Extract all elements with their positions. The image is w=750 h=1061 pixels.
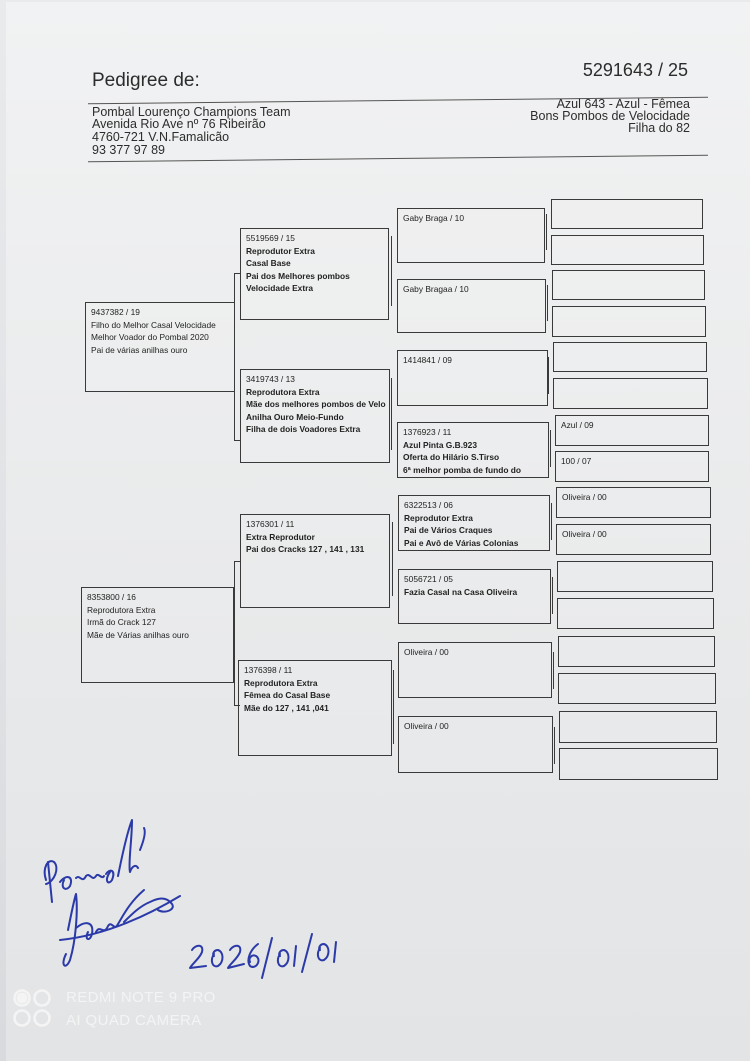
connector-line xyxy=(391,378,392,450)
pedigree-note: Fêmea do Casal Base xyxy=(244,690,331,701)
ring-id: Oliveira / 00 xyxy=(404,721,449,731)
great-grandparent-box-10 xyxy=(556,524,711,555)
grandparent-box-8 xyxy=(398,716,553,773)
ring-id: 100 / 07 xyxy=(561,456,592,466)
pedigree-note: Casal Base xyxy=(246,258,291,269)
owner-name: Pombal Lourenço Champions Team xyxy=(92,105,291,119)
ring-id: 5056721 / 05 xyxy=(404,574,453,584)
ring-id: 6322513 / 06 xyxy=(404,500,453,510)
pedigree-note: Reprodutora Extra xyxy=(87,604,156,615)
grandparent-box-1 xyxy=(397,208,545,263)
sire-dam-box xyxy=(240,369,390,463)
ring-id: 1414841 / 09 xyxy=(403,355,452,365)
ring-id: 3419743 / 13 xyxy=(246,374,295,384)
ring-id: 1376301 / 11 xyxy=(246,519,295,529)
great-grandparent-box-14 xyxy=(558,673,716,704)
sire-box xyxy=(85,302,235,392)
pedigree-note: Filho do Melhor Casal Velocidade xyxy=(91,319,216,330)
grandparent-box-6 xyxy=(398,569,551,624)
ring-id: Gaby Bragaa / 10 xyxy=(403,284,469,294)
great-grandparent-box-5 xyxy=(553,342,707,372)
great-grandparent-box-16 xyxy=(559,748,718,780)
great-grandparent-box-9 xyxy=(556,487,711,518)
pedigree-note: Mãe dos melhores pombos de Velo xyxy=(246,399,386,410)
quad-camera-icon xyxy=(12,988,54,1030)
connector-line xyxy=(550,430,551,467)
connector-line xyxy=(552,577,553,614)
great-grandparent-box-4 xyxy=(552,306,706,337)
connector-line xyxy=(391,236,392,306)
great-grandparent-box-1 xyxy=(551,199,703,229)
owner-phone: 93 377 97 89 xyxy=(92,143,165,157)
pedigree-note: Extra Reprodutor xyxy=(246,531,315,542)
watermark-model: REDMI NOTE 9 PRO xyxy=(66,989,216,1006)
great-grandparent-box-2 xyxy=(551,235,704,265)
great-grandparent-box-6 xyxy=(553,378,708,409)
pedigree-note: Melhor Voador do Pombal 2020 xyxy=(91,332,209,343)
pedigree-note: Reprodutor Extra xyxy=(404,512,473,523)
grandparent-box-3 xyxy=(397,350,548,406)
pedigree-note: Velocidade Extra xyxy=(246,283,314,294)
ring-id: 1376923 / 11 xyxy=(403,427,452,437)
camera-watermark xyxy=(12,986,216,1032)
ring-id: Oliveira / 00 xyxy=(562,492,607,502)
owner-postcode: 4760-721 V.N.Famalicão xyxy=(92,130,230,144)
pedigree-note: Reprodutor Extra xyxy=(246,245,315,256)
pedigree-note: Pai de Vários Craques xyxy=(404,525,493,536)
great-grandparent-box-12 xyxy=(557,598,714,629)
pedigree-note: Fazia Casal na Casa Oliveira xyxy=(404,586,518,597)
pedigree-note: Reprodutora Extra xyxy=(244,677,318,688)
ring-id: 8353800 / 16 xyxy=(87,592,136,602)
handwritten-signature xyxy=(40,810,340,995)
pedigree-note: Irmã do Crack 127 xyxy=(87,617,156,628)
grandparent-box-7 xyxy=(398,642,552,698)
pedigree-note: Reprodutora Extra xyxy=(246,386,320,397)
connector-line xyxy=(392,522,393,596)
pedigree-note: Pai e Avô de Várias Colonias xyxy=(404,537,519,548)
great-grandparent-box-3 xyxy=(552,270,705,300)
connector-line xyxy=(234,561,241,562)
connector-line xyxy=(234,705,240,706)
pedigree-label: Pedigree de: xyxy=(92,70,200,91)
connector-line xyxy=(234,273,235,441)
dam-dam-box xyxy=(238,660,392,756)
grandparent-box-5 xyxy=(398,495,550,551)
ring-number: 5291643 / 25 xyxy=(582,60,688,80)
pedigree-note: Pai dos Melhores pombos xyxy=(246,270,350,281)
connector-line xyxy=(393,670,394,744)
pedigree-note: Anilha Ouro Meio-Fundo xyxy=(246,411,344,422)
connector-line xyxy=(546,214,547,250)
great-grandparent-box-7 xyxy=(555,415,709,446)
ring-id: Gaby Braga / 10 xyxy=(403,213,464,223)
pedigree-note: Pai de várias anilhas ouro xyxy=(91,344,188,355)
connector-line xyxy=(234,561,235,706)
great-grandparent-box-8 xyxy=(555,451,709,482)
ring-id: 5519569 / 15 xyxy=(246,233,295,243)
connector-line xyxy=(548,357,549,394)
bird-parentage: Filha do 82 xyxy=(628,121,690,135)
watermark-camera: AI QUAD CAMERA xyxy=(66,1012,202,1029)
great-grandparent-box-15 xyxy=(559,711,717,743)
connector-line xyxy=(553,652,554,689)
ring-id: Azul / 09 xyxy=(561,420,594,430)
dam-sire-box xyxy=(240,514,390,608)
connector-line xyxy=(234,273,241,274)
grandparent-box-2 xyxy=(397,279,546,333)
grandparent-box-4 xyxy=(397,422,549,478)
bird-color-sex: Azul 643 - Azul - Fêmea xyxy=(556,97,690,111)
sire-sire-box xyxy=(240,228,389,320)
connector-line xyxy=(551,503,552,540)
great-grandparent-box-13 xyxy=(558,636,715,667)
ring-id: Oliveira / 00 xyxy=(562,529,607,539)
pedigree-note: Pai dos Cracks 127 , 141 , 131 xyxy=(246,544,365,555)
connector-line xyxy=(547,285,548,321)
pedigree-note: Oferta do Hilário S.Tirso xyxy=(403,452,500,463)
pedigree-note: 6ª melhor pomba de fundo do xyxy=(403,464,522,475)
great-grandparent-box-11 xyxy=(557,561,713,592)
dam-box xyxy=(81,587,234,683)
bird-description: Bons Pombos de Velocidade xyxy=(530,109,690,123)
pedigree-note: Filha de dois Voadores Extra xyxy=(246,424,361,435)
ring-id: 1376398 / 11 xyxy=(244,665,293,675)
pedigree-note: Azul Pinta G.B.923 xyxy=(403,439,477,450)
connector-line xyxy=(554,727,555,764)
pedigree-note: Mãe do 127 , 141 ,041 xyxy=(244,702,329,713)
pedigree-note: Mãe de Várias anilhas ouro xyxy=(87,629,189,640)
ring-id: Oliveira / 00 xyxy=(404,647,449,657)
connector-line xyxy=(234,440,241,441)
ring-id: 9437382 / 19 xyxy=(91,307,140,317)
owner-address: Avenida Rio Ave nº 76 Ribeirão xyxy=(92,117,266,131)
